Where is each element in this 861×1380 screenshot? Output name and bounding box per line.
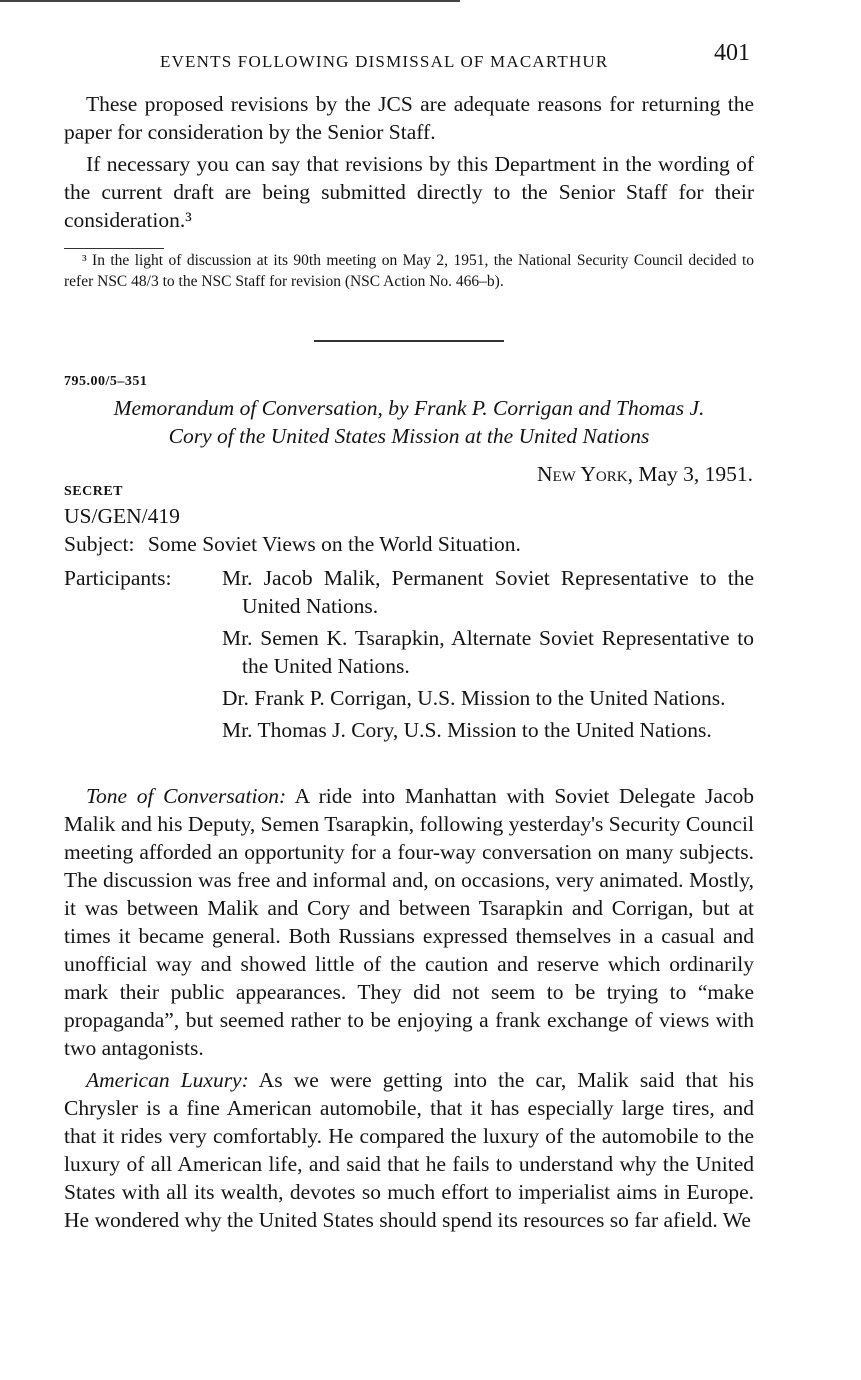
participants-label: Participants: bbox=[64, 566, 172, 590]
participant-item: Dr. Frank P. Corrigan, U.S. Mission to the United Nations. bbox=[222, 686, 726, 710]
tone-heading: Tone of Conversation: bbox=[86, 784, 287, 808]
memo-title bbox=[64, 394, 754, 450]
participant-item: Mr. Jacob Malik, Permanent Soviet Representative to the United Nations. bbox=[222, 566, 754, 618]
dateline-place: New York, bbox=[536, 462, 633, 486]
memo-title-line-1: Memorandum of Conversation, by Frank P. Corrigan and Thomas J. bbox=[113, 396, 705, 420]
section-separator bbox=[314, 340, 504, 342]
classification-marking: SECRET bbox=[64, 484, 124, 499]
participants-list bbox=[222, 564, 754, 748]
subject-line bbox=[64, 530, 754, 558]
subject-value: Some Soviet Views on the World Situation. bbox=[147, 532, 521, 556]
footnote bbox=[64, 250, 754, 292]
running-title: EVENTS FOLLOWING DISMISSAL OF MACARTHUR bbox=[160, 52, 609, 71]
memo-title-line-2: Cory of the United States Mission at the United Nations bbox=[168, 424, 650, 448]
intro-paragraph-2: If necessary you can say that revisions by this Department in the wording of the current draft are being submitted directly to the Senior Staff for their consideration.³ bbox=[64, 152, 754, 232]
dateline bbox=[537, 462, 753, 487]
top-edge-rule bbox=[0, 0, 460, 2]
luxury-heading: American Luxury: bbox=[86, 1068, 249, 1092]
footnote-text: ³ In the light of discussion at its 90th meeting on May 2, 1951, the National Security Council decided to refer NSC 48/3 to the NSC Staff for revision (NSC Action No. 466–b). bbox=[64, 252, 754, 290]
footnote-rule bbox=[64, 248, 164, 249]
document-id: US/GEN/419 bbox=[64, 504, 180, 528]
file-number: 795.00/5–351 bbox=[64, 374, 148, 389]
subject-label: Subject: bbox=[64, 532, 135, 556]
intro-paragraph-1: These proposed revisions by the JCS are adequate reasons for returning the paper for consideration by the Senior Staff. bbox=[64, 92, 754, 144]
page-number: 401 bbox=[714, 40, 750, 66]
tone-text: A ride into Manhattan with Soviet Delegate Jacob Malik and his Deputy, Semen Tsarapkin, following yesterday's Security Council meeting afforded an opportunity for a four-way conversation on many subjects. The discussion was free and informal and, on occasions, very animated. Mostly, it was between Malik and Cory and between Tsarapkin and Corrigan, but at times it became general. Both Russians expressed themselves in a casual and unofficial way and showed little of the caution and reserve which ordinarily mark their public appearances. They did not seem to be trying to “make propaganda”, but seemed rather to be enjoying a frank exchange of views with two antagonists. bbox=[64, 784, 754, 1060]
tone-paragraph bbox=[64, 782, 754, 1062]
participant-item: Mr. Semen K. Tsarapkin, Alternate Soviet Representative to the United Nations. bbox=[222, 626, 754, 678]
dateline-date: May 3, 1951. bbox=[638, 462, 753, 486]
page-header bbox=[160, 40, 750, 80]
luxury-paragraph bbox=[64, 1066, 754, 1234]
participant-item: Mr. Thomas J. Cory, U.S. Mission to the United Nations. bbox=[222, 718, 712, 742]
intro-text bbox=[64, 90, 754, 234]
body-text bbox=[64, 782, 754, 1234]
luxury-text: As we were getting into the car, Malik said that his Chrysler is a fine American automobile, that it has especially large tires, and that it rides very comfortably. He compared the luxury of the automobile to the luxury of all American life, and said that he fails to understand why the United States with all its wealth, devotes so much effort to imperialist aims in Europe. He wondered why the United States should spend its resources so far afield. We bbox=[64, 1068, 754, 1232]
